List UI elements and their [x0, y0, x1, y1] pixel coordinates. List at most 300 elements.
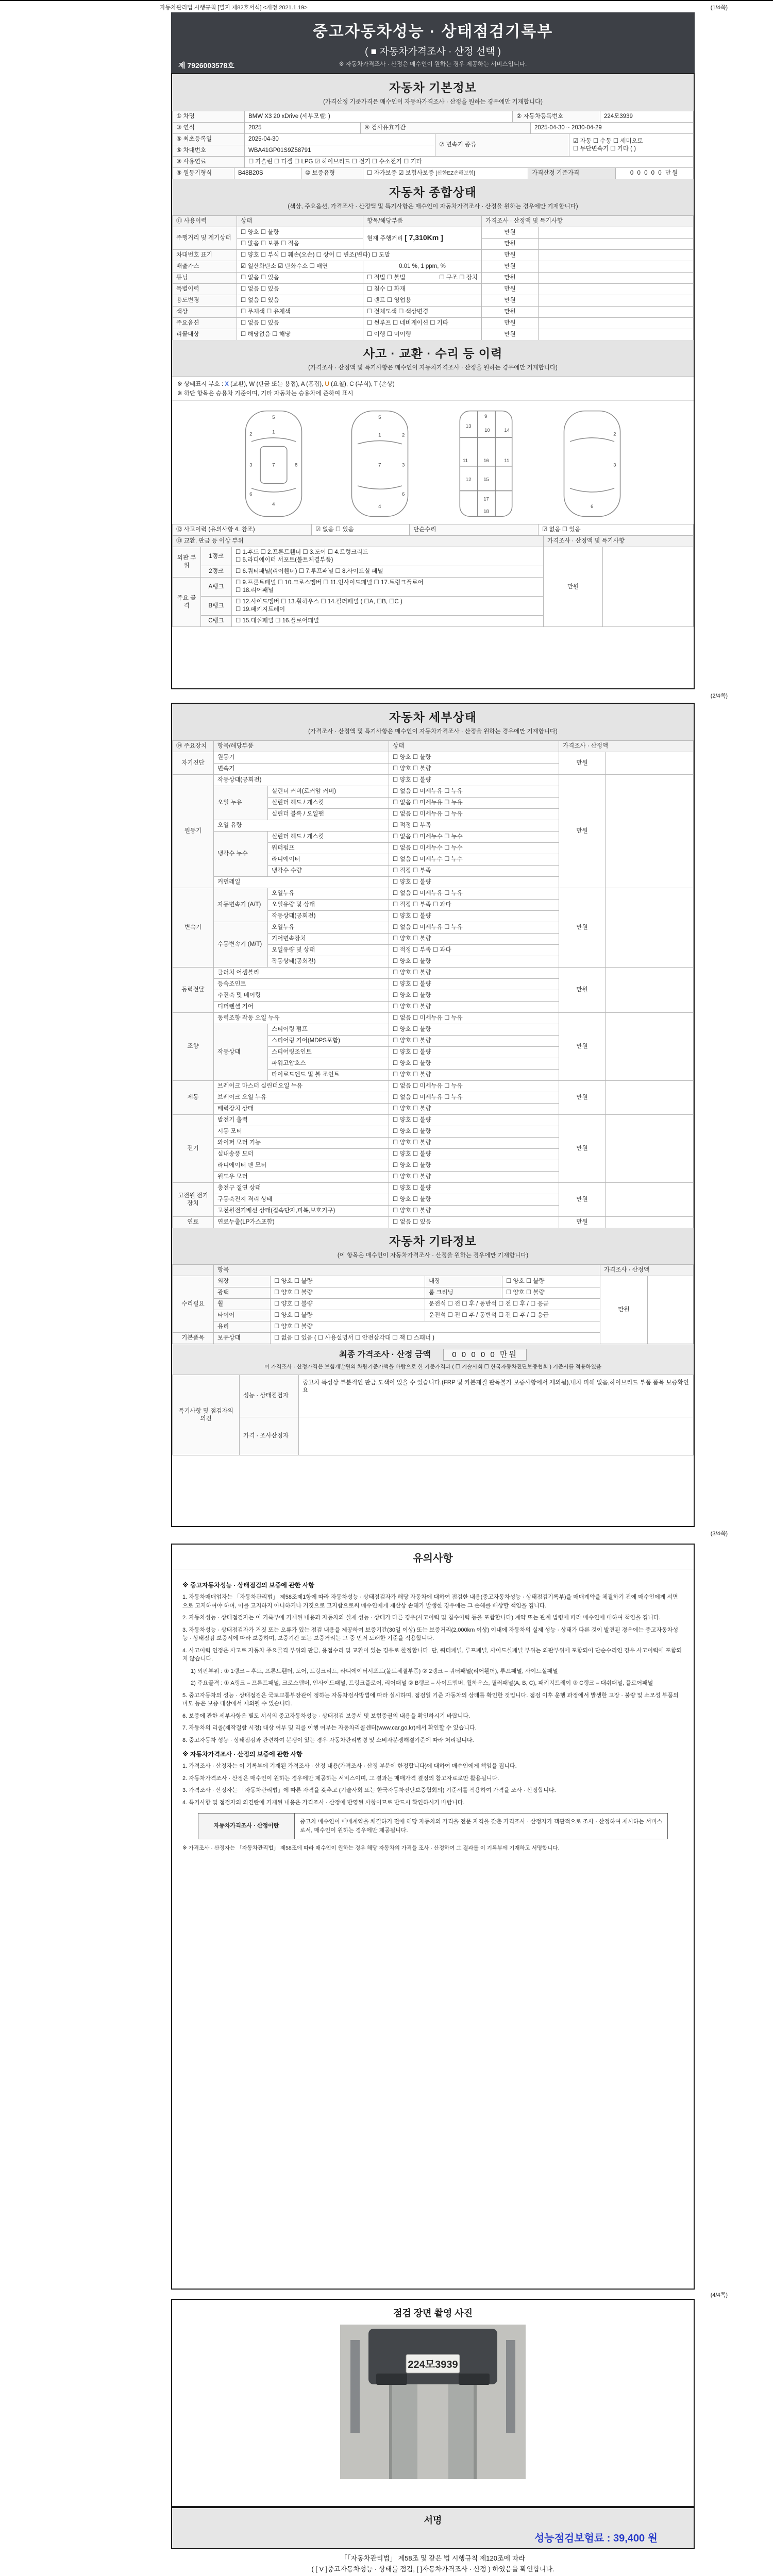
- tuning-legal-options[interactable]: ☐ 적법 ☐ 불법: [367, 275, 406, 281]
- rank1-label: 1랭크: [201, 547, 232, 566]
- zone-number: 11: [463, 458, 468, 464]
- color-options[interactable]: ☐ 무채색 ☐ 유채색: [237, 307, 363, 318]
- rankA-options[interactable]: [232, 578, 544, 597]
- item: 스티어링조인트: [268, 1047, 389, 1058]
- form-reference: 자동차관리법 시행규칙 [별지 제82호서식] <개정 2021.1.19>: [160, 5, 308, 11]
- state-options[interactable]: ☐ 양호 ☐ 불량: [389, 1206, 559, 1217]
- price-cell: 만원: [600, 1276, 648, 1344]
- item: 고전원전기배선 상태(접속단자,피복,보호기구): [214, 1206, 389, 1217]
- zone-number: 5: [378, 414, 381, 420]
- zone-number: 12: [465, 477, 472, 483]
- item: 구동축전지 격리 상태: [214, 1194, 389, 1206]
- notice-item: 7. 자동차의 리콜(제작결함 시정) 대상 여부 및 리콜 이행 여부는 자동차리콜센터(www.car.go.kr)에서 확인할 수 있습니다.: [182, 1725, 477, 1731]
- transmission-options-line2[interactable]: ☐ 무단변속기 ☐ 기타 ( ): [573, 145, 636, 152]
- accident-history-row: [172, 524, 694, 536]
- item: 등속조인트: [214, 979, 389, 990]
- state-options[interactable]: ☐ 없음 ☐ 미세누수 ☐ 누수: [389, 832, 559, 843]
- car-diagram-exterior-top: [235, 407, 312, 520]
- car-diagram-exterior-bottom: [341, 407, 418, 520]
- zone-number: 3: [402, 462, 405, 468]
- col-item: 항목/해당부품: [214, 741, 389, 752]
- item: 스티어링 펌프: [268, 1024, 389, 1036]
- section-subtitle: (색상, 주요옵션, 가격조사 · 산정액 및 특기사항은 매수인이 자동차가격조사 · 산정을 원하는 경우에만 기재합니다): [288, 204, 578, 210]
- note-cell: [539, 284, 694, 295]
- options-label: 주요옵션: [173, 318, 237, 329]
- state-options[interactable]: ☐ 양호 ☐ 불량: [389, 752, 559, 764]
- simple-repair-options[interactable]: ☑ 없음 ☐ 있음: [539, 524, 694, 536]
- group-high-voltage: 고전원 전기장치: [173, 1183, 214, 1217]
- tire-position-options[interactable]: 운전석 ☐ 전 ☐ 후 / 동반석 ☐ 전 ☐ 후 / ☐ 응급: [425, 1310, 600, 1321]
- transmission-options[interactable]: [569, 134, 694, 157]
- notice-item: 3. 가격조사 · 산정자는 「자동차관리법」에 따른 자격을 갖추고 (기술사회 또는 한국자동차진단보증협회의) 기준서를 적용하여 가격을 조사 · 산정합니다.: [182, 1787, 556, 1793]
- appraiser-label: 가격 · 조사산정자: [240, 1417, 299, 1455]
- section-accident-history: [172, 340, 694, 377]
- state-options[interactable]: ☐ 없음 ☐ 미세누수 ☐ 누수: [389, 854, 559, 866]
- warranty-type-label: ⑩ 보증유형: [301, 168, 363, 179]
- state-options[interactable]: ☐ 없음 ☐ 미세누유 ☐ 누유: [389, 786, 559, 798]
- block-basic-overall-history: [171, 73, 695, 689]
- group-repair-needed: 수리필요: [173, 1276, 214, 1333]
- page-marker-4: (4/4쪽): [710, 2292, 728, 2298]
- final-price-label: 최종 가격조사 · 산정 금액: [339, 1350, 431, 1359]
- group-electric: 전기: [173, 1115, 214, 1183]
- item: 시동 모터: [214, 1126, 389, 1138]
- panel-header: ⑬ 교환, 판금 등 이상 부위: [173, 536, 544, 547]
- zone-number: 9: [484, 414, 488, 420]
- legend-prefix: ※ 상태표시 부호 :: [177, 381, 225, 387]
- code-w-meaning: (판금 또는 용접),: [255, 381, 301, 387]
- gloss-options[interactable]: ☐ 양호 ☐ 불량: [271, 1287, 425, 1299]
- rank1-options[interactable]: [232, 547, 544, 566]
- section-subtitle: (가격조사 · 산정액 및 특기사항은 매수인이 자동차가격조사 · 산정을 원하는 경우에만 기재합니다): [308, 728, 558, 735]
- sub-mt: 수동변속기 (M/T): [214, 922, 268, 968]
- price-cell: 만원: [482, 307, 539, 318]
- emission-label: 배출가스: [173, 261, 237, 273]
- section-subtitle: (가격산정 기준가격은 매수인이 자동차가격조사 · 산정을 원하는 경우에만 기재합니다): [323, 99, 543, 105]
- page-marker-3: (3/4쪽): [710, 1531, 728, 1537]
- section-etc-info: [172, 1228, 694, 1265]
- special-history-label: 특별이력: [173, 284, 237, 295]
- state-options[interactable]: ☐ 양호 ☐ 불량: [389, 1070, 559, 1081]
- code-w: W: [249, 381, 255, 387]
- col-use-history: ⑪ 사용이력: [173, 216, 237, 227]
- state-options[interactable]: ☐ 양호 ☐ 불량: [389, 911, 559, 922]
- note-cell: [606, 968, 694, 1013]
- fuel-options[interactable]: ☐ 가솔린 ☐ 디젤 ☐ LPG ☑ 하이브리드 ☐ 전기 ☐ 수소전기 ☐ 기타: [245, 157, 694, 168]
- accident-history-options[interactable]: ☑ 없음 ☐ 있음: [312, 524, 410, 536]
- item: 추진축 및 베어링: [214, 990, 389, 1002]
- rank2-options[interactable]: ☐ 6.쿼터패널(리어휀더) ☐ 7.루프패널 ☐ 8.사이드실 패널: [232, 566, 544, 578]
- price-cell: 만원: [482, 273, 539, 284]
- emission-options[interactable]: ☑ 일산화탄소 ☑ 탄화수소 ☐ 매연: [237, 261, 363, 273]
- vin-mark-options[interactable]: ☐ 양호 ☐ 부식 ☐ 훼손(오손) ☐ 상이 ☐ 변조(변타) ☐ 도말: [237, 250, 482, 261]
- price-cell: 만원: [559, 1217, 606, 1228]
- zone-number: 15: [483, 477, 489, 483]
- code-x-meaning: (교환),: [228, 381, 249, 387]
- exterior-options[interactable]: ☐ 양호 ☐ 불량: [271, 1276, 425, 1287]
- notice-item: 4. 특기사항 및 점검자의 의견란에 기재된 내용은 가격조사 · 산정에 반영된 사항이므로 반드시 확인하시기 바랍니다.: [182, 1799, 465, 1806]
- block-notice: [171, 1544, 695, 2290]
- state-options[interactable]: ☐ 양호 ☐ 불량: [389, 764, 559, 775]
- zone-number: 2: [402, 432, 405, 438]
- overall-state-table: [172, 215, 694, 341]
- note-cell: [539, 318, 694, 329]
- car-damage-diagrams: [172, 401, 694, 524]
- state-options[interactable]: ☐ 양호 ☐ 불량: [389, 1183, 559, 1194]
- state-options[interactable]: ☐ 없음 ☐ 미세누유 ☐ 누유: [389, 922, 559, 934]
- state-options[interactable]: ☐ 적정 ☐ 부족: [389, 866, 559, 877]
- document-number: 제 7926003578호: [178, 61, 234, 70]
- notice-footnote: ※ 가격조사 · 산정자는 「자동차관리법」 제58조에 따라 매수인이 원하는 경우 해당 자동차의 가격을 조사 · 산정하여 그 결과를 이 기록부에 기재하고 서명합니다.: [182, 1845, 560, 1851]
- possession-label: 보유상태: [214, 1333, 271, 1344]
- price-appraisal-definition-box: [198, 1813, 668, 1839]
- warranty-options-text[interactable]: ☐ 자가보증 ☑ 보험사보증: [367, 170, 434, 176]
- special-history-options[interactable]: ☐ 없음 ☐ 있음: [237, 284, 363, 295]
- price-cell: 만원: [559, 1115, 606, 1183]
- section-title: 자동차 종합상태: [389, 185, 477, 199]
- section-title: 사고 · 교환 · 수리 등 이력: [363, 347, 503, 360]
- car-diagram-underbody: [447, 407, 525, 520]
- code-a: A: [300, 381, 305, 387]
- rankB-options-line1[interactable]: ☐ 12.사이드멤버 ☐ 13.휠하우스 ☐ 14.필러패널 ( ☐A, ☐B, ☐C ): [236, 599, 402, 605]
- form-reference-row: [160, 3, 728, 11]
- item: 변속기: [214, 764, 389, 775]
- rankA-options-line2[interactable]: ☐ 18.리어패널: [236, 587, 274, 594]
- state-options[interactable]: ☐ 양호 ☐ 불량: [389, 1036, 559, 1047]
- notice-section-b-heading: ※ 자동차가격조사 · 산정의 보증에 관한 사항: [182, 1751, 303, 1758]
- car-diagram-side: [553, 407, 631, 520]
- item: 오일유량 및 상태: [268, 945, 389, 956]
- zone-number: 11: [504, 458, 510, 464]
- model-year-value: 2025: [245, 123, 361, 134]
- possession-options[interactable]: ☐ 없음 ☐ 있음 ( ☐ 사용설명서 ☐ 안전삼각대 ☐ 잭 ☐ 스패너 ): [271, 1333, 600, 1344]
- note-cell: [539, 295, 694, 307]
- section-subtitle: (이 항목은 매수인이 자동차가격조사 · 산정을 원하는 경우에만 기재합니다): [337, 1252, 529, 1259]
- notice-item: 3. 자동차성능 · 상태점검자가 거짓 또는 오류가 있는 점검 내용을 제공하여 보증기간(30일 이상) 또는 보증거리(2,000km 이상) 이내에 자동차의 실제 성능 · 상태가 다른 것이 발견된 경우에는 중고자동차성능 · 상태점검 보증서에 따라 보증하며, 보증기간 또는 보증거리는 그 중 먼저 도래한 기준을 적용합니다.: [182, 1626, 678, 1641]
- state-options[interactable]: ☐ 없음 ☐ 미세누유 ☐ 누유: [389, 1013, 559, 1024]
- state-options[interactable]: ☐ 양호 ☐ 불량: [389, 1172, 559, 1183]
- vin-mark-label: 차대번호 표기: [173, 250, 237, 261]
- rank1-options-line1[interactable]: ☐ 1.후드 ☐ 2.프론트휀더 ☐ 3.도어 ☐ 4.트렁크리드: [236, 549, 368, 555]
- price-cell: 만원: [559, 888, 606, 968]
- note-cell: [606, 775, 694, 888]
- state-options[interactable]: ☐ 양호 ☐ 불량: [389, 990, 559, 1002]
- item: 파워고압호스: [268, 1058, 389, 1070]
- interior-options[interactable]: ☐ 양호 ☐ 불량: [502, 1276, 600, 1287]
- item: 충전구 절연 상태: [214, 1183, 389, 1194]
- zone-number: 16: [483, 458, 489, 464]
- rankB-options-line2[interactable]: ☐ 19.패키지트레이: [236, 606, 285, 613]
- notice-body: [172, 1569, 694, 1859]
- state-options[interactable]: ☐ 양호 ☐ 불량: [389, 1138, 559, 1149]
- state-options[interactable]: ☐ 없음 ☐ 미세누유 ☐ 누유: [389, 888, 559, 900]
- state-options[interactable]: ☐ 없음 ☐ 있음: [389, 1217, 559, 1228]
- state-options[interactable]: ☐ 없음 ☐ 미세누유 ☐ 누유: [389, 1081, 559, 1092]
- item: 디퍼렌셜 기어: [214, 1002, 389, 1013]
- legal-line-1: 「「자동차관리법」 제58조 및 같은 법 시행규칙 제120조에 따라: [341, 2554, 525, 2562]
- tuning-label: 튜닝: [173, 273, 237, 284]
- notice-item: 1. 자동차매매업자는 「자동차관리법」 제58조제1항에 따라 자동차성능 · 상태점검자가 해당 자동차에 대하여 점검한 내용(중고자동차성능 · 상태점검기록부)을 매매계약을 체결하기 전에 매수인에게 서면으로 고지하여야 하며, 이를 고지하지 아니하거나 거짓으로 고지함으로써 매수인에게 재산상 손해가 발생한 경우에는 그 손해를 배상할 책임을 집니다.: [182, 1594, 678, 1609]
- note-cell: [648, 1276, 694, 1344]
- section-overall-state: [172, 179, 694, 216]
- code-t-meaning: (손상): [377, 381, 395, 387]
- tuning-options[interactable]: ☐ 없음 ☐ 있음: [237, 273, 363, 284]
- transmission-options-line1[interactable]: ☑ 자동 ☐ 수동 ☐ 세미오토: [573, 138, 643, 144]
- etc-info-table: [172, 1264, 694, 1344]
- room-cleaning-options[interactable]: ☐ 양호 ☐ 불량: [502, 1287, 600, 1299]
- item: 스티어링 기어(MDPS포함): [268, 1036, 389, 1047]
- group-powertrain: 동력전달: [173, 968, 214, 1013]
- legend-note: ※ 하단 항목은 승용차 기준이며, 기타 자동차는 승용차에 준하여 표시: [172, 388, 694, 401]
- reg-number-value: 224모3939: [600, 111, 694, 123]
- mileage-amount-options[interactable]: ☐ 많음 ☐ 보통 ☐ 적음: [237, 239, 363, 250]
- recall-detail-options[interactable]: ☐ 이행 ☐ 미이행: [363, 329, 482, 341]
- state-options[interactable]: ☐ 양호 ☐ 불량: [389, 1149, 559, 1160]
- code-a-meaning: (흠집),: [304, 381, 325, 387]
- notice-title: 유의사항: [172, 1545, 694, 1569]
- item: 냉각수 수량: [268, 866, 389, 877]
- notice-item: 5. 중고자동차의 성능 · 상태점검은 국토교통부장관이 정하는 자동차검사방법에 따라 실시하며, 점검일 기준 자동차의 상태를 확인한 것입니다. 점검 이후 운행 과정에서 발생한 고장 · 불량 및 소모성 부품의 마모 등은 보증 대상에서 제외될 수 있습니다.: [182, 1692, 679, 1707]
- item: 배력장치 상태: [214, 1104, 389, 1115]
- state-options[interactable]: ☐ 적정 ☐ 부족 ☐ 과다: [389, 900, 559, 911]
- col-device: ⑭ 주요장치: [173, 741, 214, 752]
- state-options[interactable]: ☐ 없음 ☐ 미세누수 ☐ 누수: [389, 843, 559, 854]
- zone-number: 7: [272, 462, 275, 468]
- item: 기어변속장치: [268, 934, 389, 945]
- group-basic-items: 기본품목: [173, 1333, 214, 1344]
- note-cell: [606, 752, 694, 775]
- signature-title: 서명: [424, 2515, 442, 2526]
- state-options[interactable]: ☐ 양호 ☐ 불량: [389, 934, 559, 945]
- item: 실린더 커버(로커암 커버): [268, 786, 389, 798]
- zone-number: 8: [295, 462, 298, 468]
- notice-section-a-heading: ※ 중고자동차성능 · 상태점검의 보증에 관한 사항: [182, 1582, 314, 1589]
- mileage-state-options[interactable]: ☐ 양호 ☐ 불량: [237, 227, 363, 239]
- block-signature: [171, 2507, 695, 2549]
- legal-line-2: ( [ V ]중고자동차성능 · 상태를 점검, [ ]자동차가격조사 · 산정 ) 하였음을 확인합니다.: [311, 2565, 554, 2573]
- item: 타이로드엔드 및 볼 조인트: [268, 1070, 389, 1081]
- item: 발전기 출력: [214, 1115, 389, 1126]
- state-options[interactable]: ☐ 양호 ☐ 불량: [389, 979, 559, 990]
- tuning-detail-options[interactable]: [363, 273, 482, 284]
- mileage-value: [ 7,310Km ]: [405, 233, 443, 242]
- sub-coolant-leak: 냉각수 누수: [214, 832, 268, 877]
- rankA-options-line1[interactable]: ☐ 9.프론트패널 ☐ 10.크로스멤버 ☐ 11.인사이드패널 ☐ 17.트렁크플로어: [236, 580, 424, 586]
- emission-values: 0.01 %, 1 ppm, %: [363, 261, 482, 273]
- item: 연료누출(LP가스포함): [214, 1217, 389, 1228]
- photo-container: [172, 2325, 694, 2479]
- options-options[interactable]: ☐ 없음 ☐ 있음: [237, 318, 363, 329]
- glass-options[interactable]: ☐ 양호 ☐ 불량: [271, 1321, 600, 1333]
- state-options[interactable]: ☐ 양호 ☐ 불량: [389, 1058, 559, 1070]
- zone-number: 18: [483, 509, 489, 515]
- price-cell: 만원: [559, 1183, 606, 1217]
- state-options[interactable]: ☐ 양호 ☐ 불량: [389, 1160, 559, 1172]
- appraiser-opinion-text: [299, 1417, 694, 1455]
- rankB-options[interactable]: [232, 597, 544, 616]
- first-reg-value: 2025-04-30: [245, 134, 435, 145]
- state-options[interactable]: ☐ 양호 ☐ 불량: [389, 877, 559, 888]
- wheel-position-options[interactable]: 운전석 ☐ 전 ☐ 후 / 동반석 ☐ 전 ☐ 후 / ☐ 응급: [425, 1299, 600, 1310]
- item: 동력조향 작동 오일 누유: [214, 1013, 389, 1024]
- price-cell: 만원: [482, 261, 539, 273]
- price-cell: 만원: [559, 968, 606, 1013]
- item: 작동상태(공회전): [268, 911, 389, 922]
- zone-number: 6: [249, 492, 253, 498]
- price-cell: 만원: [559, 752, 606, 775]
- tuning-type-options[interactable]: ☐ 구조 ☐ 장치: [439, 275, 478, 281]
- notice-item: 1. 가격조사 · 산정자는 이 기록부에 기재된 가격조사 · 산정 내용(가격조사 · 산정 부분에 한정합니다)에 대하여 매수인에게 책임을 집니다.: [182, 1763, 517, 1769]
- simple-repair-label: 단순수리: [410, 524, 539, 536]
- notice-subitem: 2) 주요골격 : ① A랭크 – 프론트패널, 크로스멤버, 인사이드패널, 트렁크플로어, 리어패널 ② B랭크 – 사이드멤버, 휠하우스, 필러패널(A, B, C), 패키지트레이 ③ C랭크 – 대쉬패널, 플로어패널: [191, 1680, 653, 1686]
- outer-panel-group: 외판 부위: [173, 547, 201, 578]
- item: 오일 유량: [214, 820, 389, 832]
- notice-item: 2. 자동차성능 · 상태점검자는 이 기록부에 기재된 내용과 자동차의 실제 성능 · 상태가 다른 경우(사고이력 및 침수이력 등을 포함합니다) 계약 또는 관계 법령에 따라 매수인에 대하여 책임을 집니다.: [182, 1615, 661, 1621]
- state-options[interactable]: ☐ 양호 ☐ 불량: [389, 956, 559, 968]
- code-x: X: [225, 381, 229, 387]
- price-cell: 만원: [482, 227, 539, 239]
- note-cell: [539, 227, 694, 239]
- panel-price-cell: 만원: [544, 547, 603, 627]
- color-detail-options[interactable]: ☐ 전체도색 ☐ 색상변경: [363, 307, 482, 318]
- section-title: 자동차 기본정보: [389, 81, 477, 94]
- state-code-legend: [172, 377, 694, 388]
- zone-number: 4: [272, 501, 275, 507]
- code-u-meaning: (요철),: [329, 381, 350, 387]
- inspector-label: 성능 · 상태점검자: [240, 1375, 299, 1417]
- report-title: 중고자동차성능 · 상태점검기록부: [312, 23, 553, 40]
- basic-info-row1: [172, 111, 694, 123]
- tire-options[interactable]: ☐ 양호 ☐ 불량: [271, 1310, 425, 1321]
- glass-label: 유리: [214, 1321, 271, 1333]
- price-cell: 만원: [482, 318, 539, 329]
- rank2-label: 2랭크: [201, 566, 232, 578]
- page-marker-1: (1/4쪽): [710, 5, 728, 11]
- zone-number: 17: [483, 496, 489, 502]
- state-options[interactable]: ☐ 양호 ☐ 불량: [389, 1194, 559, 1206]
- code-c-meaning: (부식),: [354, 381, 374, 387]
- definition-box-text: 중고차 매수인이 매매계약을 체결하기 전에 해당 자동차의 가격을 전문 자격을 갖춘 가격조사 · 산정자가 객관적으로 조사 · 산정하여 제시하는 서비스로서, 매수인이 원하는 경우에만 제공됩니다.: [300, 1819, 662, 1834]
- rank1-options-line2[interactable]: ☐ 5.라디에이터 서포트(볼트체결부품): [236, 557, 333, 563]
- zone-number: 5: [272, 414, 275, 420]
- state-options[interactable]: ☐ 없음 ☐ 미세누유 ☐ 누유: [389, 798, 559, 809]
- photo-section-title: 점검 장면 촬영 사진: [393, 2308, 473, 2318]
- wheel-label: 휠: [214, 1299, 271, 1310]
- note-cell: [606, 1081, 694, 1115]
- state-options[interactable]: ☐ 양호 ☐ 불량: [389, 968, 559, 979]
- legal-confirmation: [171, 2553, 695, 2575]
- note-cell: [539, 273, 694, 284]
- notice-item: 2. 자동차가격조사 · 산정은 매수인이 원하는 경우에만 제공하는 서비스이며, 그 결과는 매매가격 결정의 참고자료로만 활용됩니다.: [182, 1775, 499, 1782]
- state-options[interactable]: ☐ 양호 ☐ 불량: [389, 1104, 559, 1115]
- zone-number: 6: [402, 492, 405, 498]
- zone-number: 4: [378, 504, 381, 510]
- price-cell: 만원: [559, 1081, 606, 1115]
- item: 오일유량 및 상태: [268, 900, 389, 911]
- inspection-photo-illustration: [340, 2325, 526, 2479]
- state-options[interactable]: ☐ 양호 ☐ 불량: [389, 1047, 559, 1058]
- zone-number: 6: [591, 504, 594, 510]
- rankC-options[interactable]: ☐ 15.대쉬패널 ☐ 16.플로어패널: [232, 616, 544, 627]
- col-state: 상태: [389, 741, 559, 752]
- price-cell: 만원: [482, 295, 539, 307]
- recall-label: 리콜대상: [173, 329, 237, 341]
- final-price-strip: [172, 1344, 694, 1375]
- zone-number: 3: [613, 462, 616, 468]
- current-mileage: [363, 227, 482, 250]
- options-detail-options[interactable]: ☐ 썬루프 ☐ 네비게이션 ☐ 기타: [363, 318, 482, 329]
- warranty-options[interactable]: [363, 168, 528, 179]
- item: 클러치 어셈블리: [214, 968, 389, 979]
- basic-info-row6: [172, 167, 694, 179]
- state-options[interactable]: ☐ 양호 ☐ 불량: [389, 1115, 559, 1126]
- wheel-options[interactable]: ☐ 양호 ☐ 불량: [271, 1299, 425, 1310]
- section-basic-info: [172, 74, 694, 111]
- state-options[interactable]: ☐ 양호 ☐ 불량: [389, 775, 559, 786]
- code-u: U: [325, 381, 329, 387]
- item: 실내송풍 모터: [214, 1149, 389, 1160]
- recall-options[interactable]: ☐ 해당없음 ☐ 해당: [237, 329, 363, 341]
- usage-change-label: 용도변경: [173, 295, 237, 307]
- state-options[interactable]: ☐ 적정 ☐ 부족: [389, 820, 559, 832]
- price-cell: 만원: [482, 239, 539, 250]
- usage-change-detail-options[interactable]: ☐ 렌트 ☐ 영업용: [363, 295, 482, 307]
- fuel-label: ⑧ 사용연료: [173, 157, 245, 168]
- inspection-period-value: 2025-04-30 ~ 2030-04-29: [531, 123, 694, 134]
- notice-subitem: 1) 외판부위 : ① 1랭크 – 후드, 프론트휀더, 도어, 트렁크리드, 라디에이터서포트(볼트체결부품) ② 2랭크 – 쿼터패널(리어휀더), 루프패널, 사이드실패널: [191, 1668, 558, 1674]
- col-price: 가격조사 · 산정액: [559, 741, 694, 752]
- item: 작동상태(공회전): [214, 775, 389, 786]
- report-sheet: [160, 2, 728, 2573]
- engine-type-label: ⑨ 원동기형식: [173, 168, 234, 179]
- room-cleaning-label: 룸 크리닝: [425, 1287, 502, 1299]
- note-cell: [539, 250, 694, 261]
- state-options[interactable]: ☐ 없음 ☐ 미세누유 ☐ 누유: [389, 1092, 559, 1104]
- item: 브레이크 마스터 실린더오일 누유: [214, 1081, 389, 1092]
- state-options[interactable]: ☐ 양호 ☐ 불량: [389, 1024, 559, 1036]
- car-name-value: BMW X3 20 xDrive (세부모델: ): [245, 111, 513, 123]
- state-options[interactable]: ☐ 없음 ☐ 미세누유 ☐ 누유: [389, 809, 559, 820]
- state-options[interactable]: ☐ 양호 ☐ 불량: [389, 1002, 559, 1013]
- price-cell: 만원: [559, 775, 606, 888]
- color-label: 색상: [173, 307, 237, 318]
- base-price-label: 가격산정 기준가격: [528, 168, 616, 179]
- state-options[interactable]: ☐ 적정 ☐ 부족 ☐ 과다: [389, 945, 559, 956]
- price-cell: 만원: [559, 1013, 606, 1081]
- state-options[interactable]: ☐ 양호 ☐ 불량: [389, 1126, 559, 1138]
- zone-number: 13: [465, 423, 472, 430]
- photo-license-plate: 224모3939: [408, 2359, 458, 2370]
- col-item: 항목: [214, 1265, 600, 1276]
- item: 워터펌프: [268, 843, 389, 854]
- inspector-opinion-text: 중고차 특성상 부분적인 판금,도색이 있을 수 있습니다.(FRP 및 카본재질 판독불가 보증사항에서 제외됨),내차 피해 없음,하이브리드 부품 품목 보증확인요: [299, 1375, 694, 1417]
- group-fuel: 연료: [173, 1217, 214, 1228]
- col-state: 상태: [237, 216, 363, 227]
- special-history-detail-options[interactable]: ☐ 침수 ☐ 화재: [363, 284, 482, 295]
- mileage-prefix: 현재 주행거리: [367, 235, 403, 242]
- item: 오일누유: [268, 888, 389, 900]
- code-c: C: [349, 381, 354, 387]
- note-cell: [606, 1183, 694, 1217]
- note-cell: [539, 307, 694, 318]
- item: 작동상태(공회전): [268, 956, 389, 968]
- car-name-label: ① 차명: [173, 111, 245, 123]
- block-photo: [171, 2299, 695, 2507]
- zone-number: 10: [484, 427, 490, 433]
- zone-number: 2: [613, 431, 616, 437]
- usage-change-options[interactable]: ☐ 없음 ☐ 있음: [237, 295, 363, 307]
- main-frame-group: 주요 골격: [173, 578, 201, 627]
